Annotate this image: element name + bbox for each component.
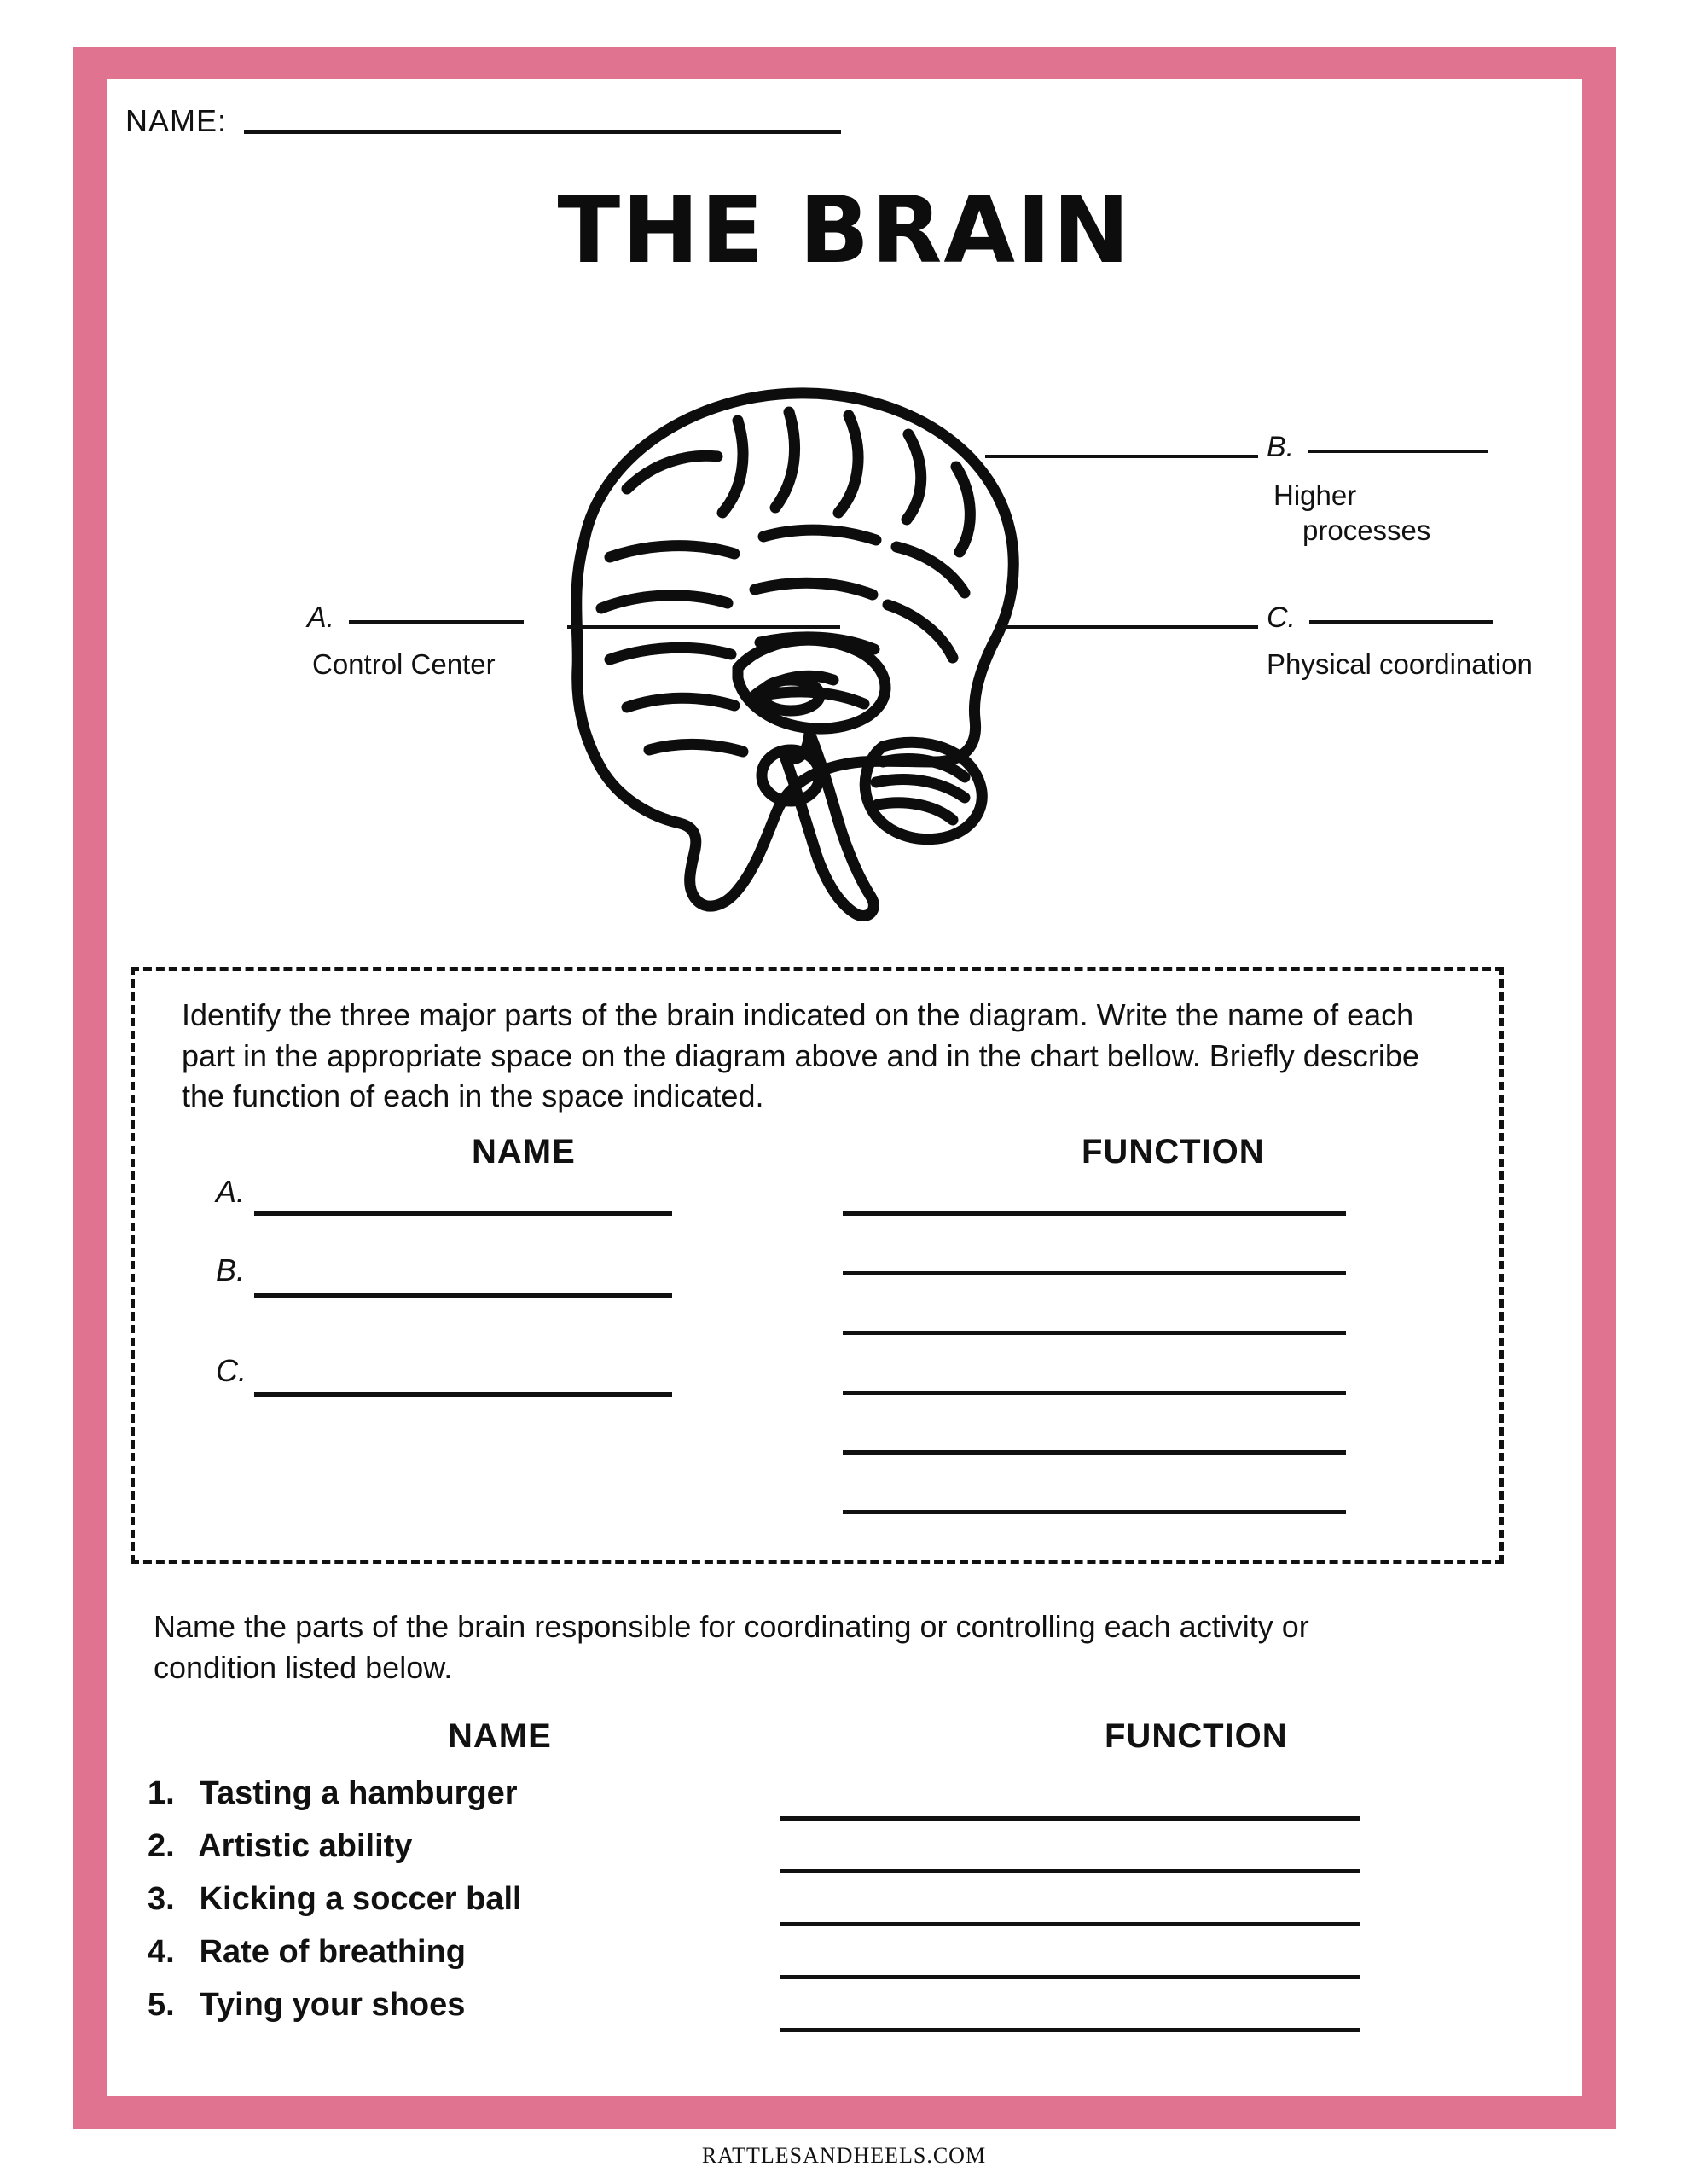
section1-row-b-letter: B. [216, 1252, 246, 1287]
leader-line-a [567, 625, 840, 629]
worksheet-sheet [107, 79, 1582, 2096]
list-item [148, 1987, 465, 2024]
leader-line-b [985, 455, 1258, 458]
section2-instruction: Name the parts of the brain responsible for coordinating or controlling each activity or condition listed below. [154, 1609, 1309, 1685]
section1-row-a-function-input[interactable] [843, 1211, 1346, 1216]
section2-item-4-label: Rate of breathing [199, 1934, 467, 1970]
callout-b-letter: B. [1267, 431, 1295, 463]
name-label: NAME: [125, 103, 228, 138]
list-item [148, 1775, 518, 1812]
brain-diagram [107, 352, 1582, 941]
section1-row-a-name-input[interactable] [254, 1211, 672, 1216]
callout-a-letter: A. [307, 601, 335, 634]
callout-b-input[interactable] [1308, 450, 1488, 453]
callout-c-input[interactable] [1309, 620, 1493, 624]
pink-border-frame [73, 47, 1616, 2129]
section2-item-3-input[interactable] [780, 1922, 1360, 1926]
section1-row-a-letter: A. [216, 1174, 246, 1209]
section2-column-name: NAME [448, 1717, 552, 1755]
section1-row-c-function-input[interactable] [843, 1450, 1346, 1455]
callout-a-description: Control Center [312, 648, 496, 680]
brain-sagittal-illustration [482, 361, 1045, 924]
callout-a [307, 601, 524, 682]
section2-item-2-input[interactable] [780, 1869, 1360, 1873]
section1-box [131, 967, 1504, 1564]
list-item [148, 1828, 412, 1865]
leader-line-c [1002, 625, 1258, 629]
section1-column-name: NAME [472, 1133, 576, 1170]
section1-instruction: Identify the three major parts of the brain indicated on the diagram. Write the name of each part in the appropriate space on the diagram above and in the chart bellow. Briefly describe the function of each in the space indicated. [182, 997, 1419, 1114]
section1-row-b-function-input[interactable] [843, 1331, 1346, 1335]
footer-credit: RATTLESANDHEELS.COM [701, 2143, 987, 2168]
section1-row-b-name-input[interactable] [254, 1293, 672, 1298]
section1-column-function: FUNCTION [1082, 1133, 1265, 1170]
callout-b-description: Higher processes [1273, 479, 1431, 547]
section2-item-1-input[interactable] [780, 1816, 1360, 1821]
section1-function-line-4[interactable] [843, 1391, 1346, 1395]
callout-c-description: Physical coordination [1267, 648, 1533, 680]
section1-row-c-letter: C. [216, 1353, 247, 1388]
callout-b [1267, 431, 1512, 549]
section2-item-2-number: 2. [148, 1828, 175, 1864]
list-item [148, 1881, 522, 1918]
section1-row-c-name-input[interactable] [254, 1392, 672, 1397]
section2-item-5-input[interactable] [780, 2028, 1360, 2032]
section2-item-5-label: Tying your shoes [199, 1987, 466, 2023]
list-item [148, 1934, 466, 1971]
section2-item-4-number: 4. [148, 1934, 175, 1970]
section2-item-1-label: Tasting a hamburger [199, 1775, 518, 1811]
callout-c-letter: C. [1267, 601, 1296, 634]
section2-item-4-input[interactable] [780, 1975, 1360, 1979]
section2-item-3-label: Kicking a soccer ball [199, 1881, 522, 1917]
page-title: THE BRAIN [557, 177, 1132, 284]
section2-item-1-number: 1. [148, 1775, 175, 1811]
callout-c [1267, 601, 1533, 682]
name-field-row [125, 103, 841, 139]
section1-function-line-6[interactable] [843, 1510, 1346, 1514]
section2-item-2-label: Artistic ability [198, 1828, 413, 1864]
callout-a-input[interactable] [349, 620, 524, 624]
section2-item-3-number: 3. [148, 1881, 175, 1917]
section1-function-line-2[interactable] [843, 1271, 1346, 1275]
name-input[interactable] [244, 130, 841, 134]
section2-item-5-number: 5. [148, 1987, 175, 2023]
section2-column-function: FUNCTION [1105, 1717, 1288, 1755]
